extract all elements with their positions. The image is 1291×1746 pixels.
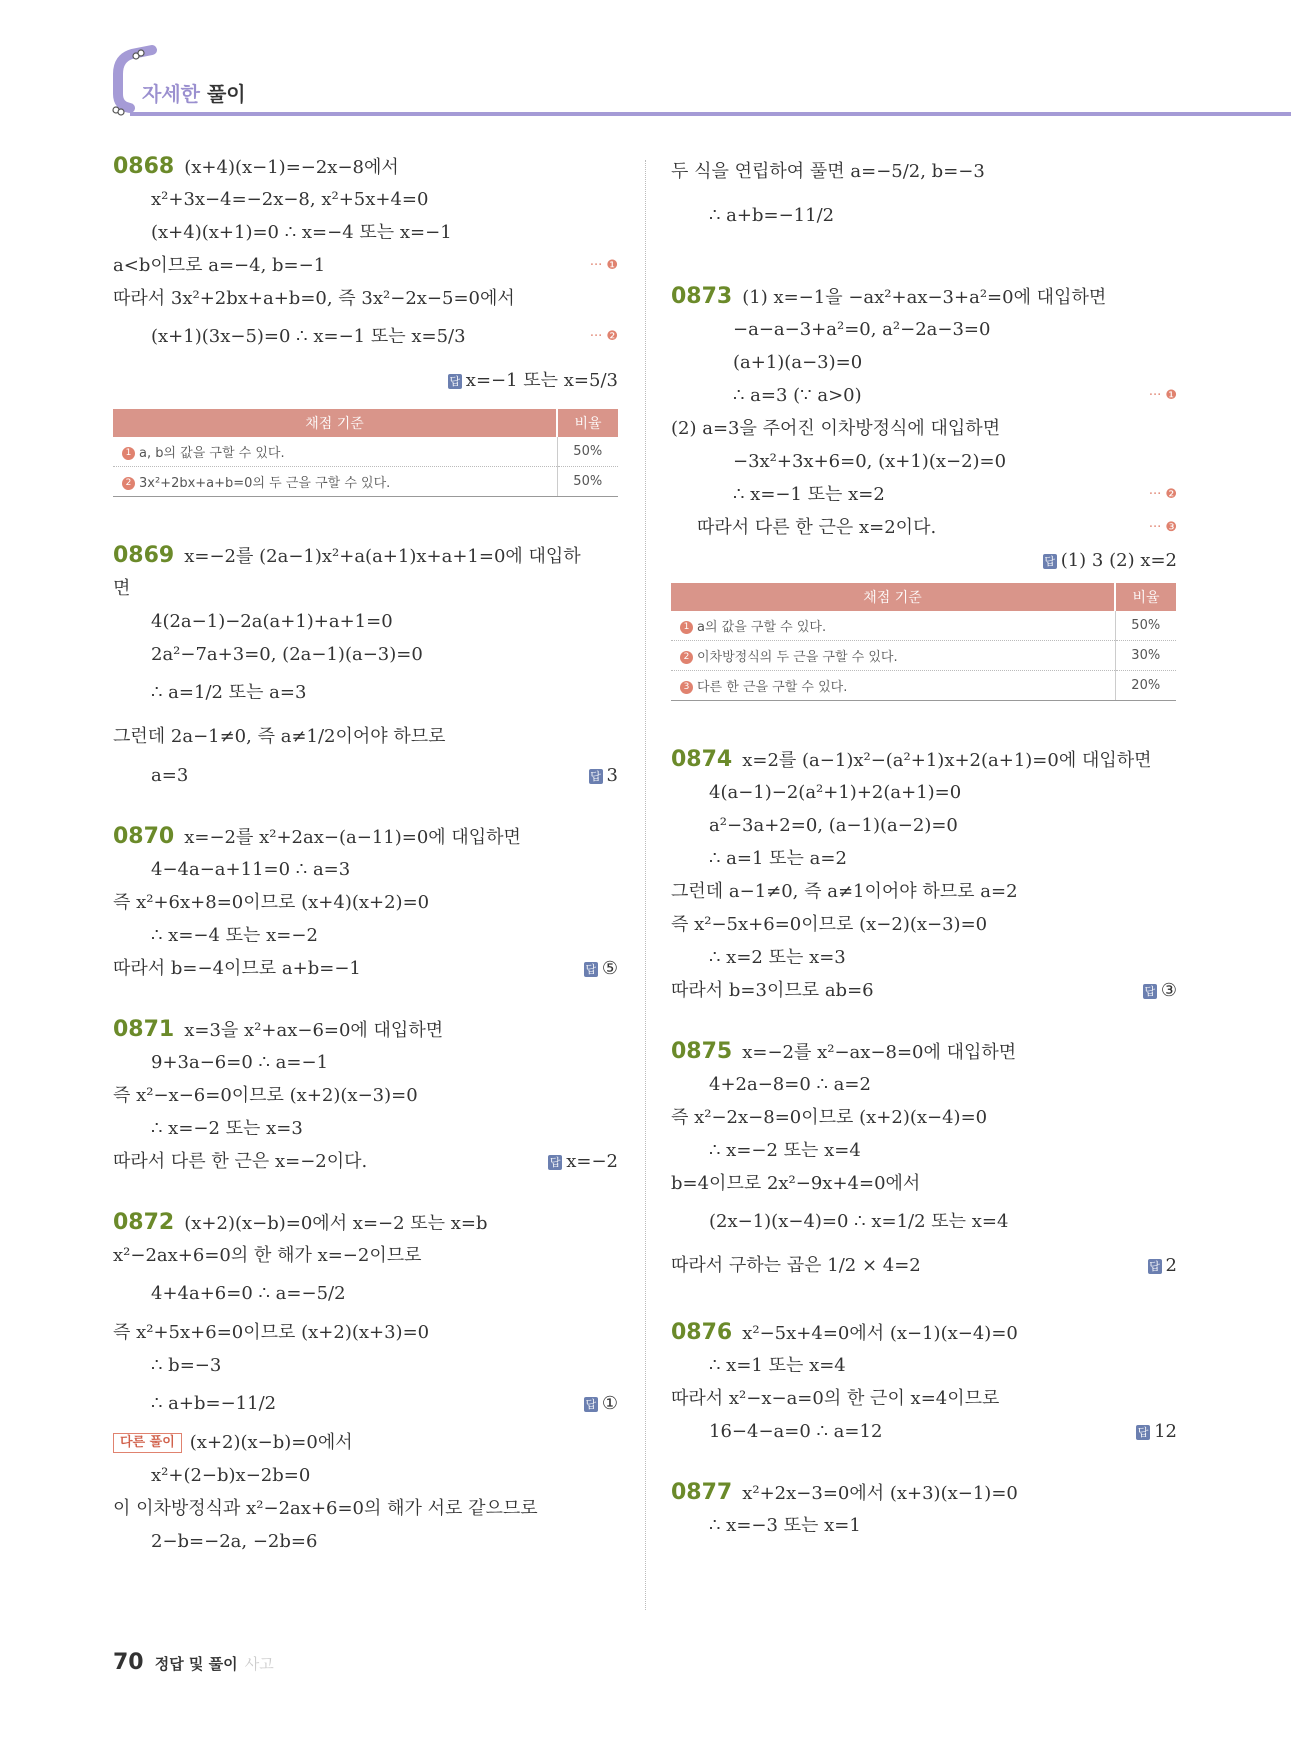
- page-footer: [113, 1650, 274, 1675]
- solution-line: [671, 875, 1177, 908]
- solution-text: (x+1)(3x−5)=0 ∴ x=−1 또는 x=5/3: [151, 326, 466, 347]
- solution-text: a=3: [151, 765, 189, 786]
- problem-number: 0872: [113, 1210, 175, 1235]
- solution-line: [671, 1509, 1177, 1542]
- solution-text: ∴ x=−2 또는 x=3: [151, 1118, 303, 1139]
- answer-icon: 답: [449, 374, 461, 388]
- problem-number: 0877: [671, 1480, 733, 1505]
- solution-text: b=4이므로 2x²−9x+4=0에서: [671, 1173, 921, 1194]
- answer-text: ①: [601, 1393, 618, 1414]
- solution-line: [671, 445, 1177, 478]
- solution-text: 즉 x²−x−6=0이므로 (x+2)(x−3)=0: [113, 1085, 418, 1106]
- solution-text: 4−4a−a+11=0 ∴ a=3: [151, 859, 351, 880]
- answer: [1148, 1244, 1177, 1288]
- answer: [448, 359, 618, 403]
- scoring-criteria: [113, 467, 557, 497]
- solution-line: [113, 1459, 618, 1492]
- solution-line: [671, 1200, 1177, 1244]
- solution-line: [113, 1349, 618, 1382]
- section-title: [142, 78, 246, 107]
- solution-text: x=−2를 (2a−1)x²+a(a+1)x+a+1=0에 대입하: [184, 546, 581, 567]
- solution-text: ∴ b=−3: [151, 1355, 222, 1376]
- answer: [584, 1382, 618, 1426]
- scoring-table: [113, 409, 618, 497]
- scoring-criteria: [671, 611, 1115, 641]
- scoring-row: [113, 437, 618, 467]
- scoring-header-rate: 비율: [1115, 583, 1176, 611]
- step-marker: 2: [122, 477, 135, 490]
- solution-text: ∴ a+b=−11/2: [709, 205, 835, 226]
- scoring-text: a의 값을 구할 수 있다.: [697, 620, 827, 635]
- scoring-text: 3x²+2bx+a+b=0의 두 근을 구할 수 있다.: [139, 476, 391, 491]
- solution-text: 따라서 b=3이므로 ab=6: [671, 980, 874, 1001]
- solution-text: 16−4−a=0 ∴ a=12: [709, 1421, 883, 1442]
- section-title-part2: 풀이: [206, 82, 246, 106]
- scoring-row: [671, 611, 1176, 641]
- problem-number: 0869: [113, 543, 175, 568]
- solution-line: [113, 249, 618, 282]
- solution-text: 4(2a−1)−2a(a+1)+a+1=0: [151, 611, 393, 632]
- solution-text: (a+1)(a−3)=0: [733, 352, 863, 373]
- solution-line: [671, 150, 1177, 194]
- scoring-row: [671, 641, 1176, 671]
- solution-line: [671, 478, 1177, 511]
- solution-text: 4+2a−8=0 ∴ a=2: [709, 1074, 871, 1095]
- answer: [548, 1145, 618, 1178]
- solution-text: x²+3x−4=−2x−8, x²+5x+4=0: [151, 189, 429, 210]
- solution-text: x=3을 x²+ax−6=0에 대입하면: [184, 1020, 444, 1041]
- solution-line: [113, 183, 618, 216]
- solution-text: a²−3a+2=0, (a−1)(a−2)=0: [709, 815, 958, 836]
- answer: [1143, 974, 1177, 1007]
- solution-line: [113, 715, 618, 759]
- problem-number: 0870: [113, 824, 175, 849]
- solution-line: [671, 809, 1177, 842]
- spacer: [113, 497, 618, 539]
- step-marker: ··· ❷: [1148, 487, 1177, 502]
- answer-text: 3: [606, 765, 618, 786]
- solution-text: x²−5x+4=0에서 (x−1)(x−4)=0: [742, 1323, 1018, 1344]
- solution-text: 따라서 3x²+2bx+a+b=0, 즉 3x²−2x−5=0에서: [113, 288, 515, 309]
- solution-line: [113, 1382, 618, 1426]
- spacer: [113, 792, 618, 820]
- solution-line: [113, 150, 618, 183]
- solution-text: 즉 x²−2x−8=0이므로 (x+2)(x−4)=0: [671, 1107, 988, 1128]
- answer: [1043, 544, 1177, 577]
- solution-line: [113, 605, 618, 638]
- solution-line: [113, 952, 618, 985]
- solution-text: (x+2)(x−b)=0에서: [189, 1432, 353, 1453]
- solution-text: ∴ a=1/2 또는 a=3: [151, 682, 307, 703]
- solution-line: [671, 194, 1177, 238]
- solution-line: [113, 1046, 618, 1079]
- step-marker: 1: [122, 447, 135, 460]
- answer: [584, 952, 618, 985]
- solution-line: [113, 1079, 618, 1112]
- solution-text: 따라서 구하는 곱은 1/2 × 4=2: [671, 1255, 921, 1276]
- header-divider: [130, 112, 1291, 116]
- answer-icon: 답: [1149, 1259, 1160, 1273]
- solution-text: ∴ x=2 또는 x=3: [709, 947, 846, 968]
- answer-text: 12: [1154, 1421, 1177, 1442]
- scoring-row: [113, 467, 618, 497]
- solution-line: [113, 1206, 618, 1239]
- answer-icon: 답: [590, 769, 601, 783]
- solution-text: x²+2x−3=0에서 (x+3)(x−1)=0: [742, 1483, 1018, 1504]
- solution-text: ∴ x=−2 또는 x=4: [709, 1140, 861, 1161]
- scoring-text: 이차방정식의 두 근을 구할 수 있다.: [697, 650, 898, 665]
- spacer: [113, 1178, 618, 1206]
- answer: [589, 759, 618, 792]
- solution-text: x²+(2−b)x−2b=0: [151, 1465, 311, 1486]
- problem-number: 0873: [671, 284, 733, 309]
- answer-icon: 답: [585, 1397, 597, 1411]
- answer-text: 2: [1165, 1255, 1177, 1276]
- solution-line: [113, 853, 618, 886]
- alternative-solution-tag: 다른 풀이: [113, 1433, 182, 1453]
- solution-text: (x+2)(x−b)=0에서 x=−2 또는 x=b: [184, 1213, 488, 1234]
- step-marker: 2: [680, 651, 693, 664]
- scoring-rate: 30%: [1115, 641, 1176, 671]
- solution-text: 즉 x²+6x+8=0이므로 (x+4)(x+2)=0: [113, 892, 430, 913]
- scoring-criteria: [671, 671, 1115, 701]
- solution-line: [113, 820, 618, 853]
- solution-line: [113, 759, 618, 792]
- answer-icon: 답: [1137, 1425, 1149, 1439]
- solution-text: ∴ x=−3 또는 x=1: [709, 1515, 861, 1536]
- solution-line: [671, 941, 1177, 974]
- solution-line: [671, 743, 1177, 776]
- solution-line: [113, 216, 618, 249]
- solution-line: [113, 1013, 618, 1046]
- step-marker: ··· ❸: [1148, 520, 1177, 535]
- solution-text: 2a²−7a+3=0, (2a−1)(a−3)=0: [151, 644, 423, 665]
- solution-line: [671, 1134, 1177, 1167]
- solution-text: 따라서 x²−x−a=0의 한 근이 x=4이므로: [671, 1388, 1000, 1409]
- solution-text: 2−b=−2a, −2b=6: [151, 1531, 318, 1552]
- solution-line: [671, 1349, 1177, 1382]
- step-marker: ··· ❶: [1148, 388, 1177, 403]
- scoring-criteria: [671, 641, 1115, 671]
- solution-text: 그런데 2a−1≠0, 즉 a≠1/2이어야 하므로: [113, 726, 446, 747]
- solution-line: [671, 280, 1177, 313]
- problem-number: 0874: [671, 747, 733, 772]
- solution-text: ∴ x=−1 또는 x=2: [733, 484, 885, 505]
- scoring-criteria: [113, 437, 557, 467]
- solution-text: 따라서 다른 한 근은 x=−2이다.: [113, 1151, 368, 1172]
- step-marker: 1: [680, 621, 693, 634]
- spacer: [671, 1288, 1177, 1316]
- solution-line: [113, 282, 618, 315]
- solution-text: x=2를 (a−1)x²−(a²+1)x+2(a+1)=0에 대입하면: [742, 750, 1152, 771]
- solution-line: [671, 1035, 1177, 1068]
- solution-line: [113, 1492, 618, 1525]
- solution-text: (x+4)(x+1)=0 ∴ x=−4 또는 x=−1: [151, 222, 452, 243]
- answer-text: x=−2: [566, 1151, 618, 1172]
- solution-text: ∴ x=1 또는 x=4: [709, 1355, 846, 1376]
- problem-number: 0868: [113, 154, 175, 179]
- answer-text: (1) 3 (2) x=2: [1060, 550, 1177, 571]
- solution-line: [671, 1476, 1177, 1509]
- answer-text: ⑤: [601, 958, 618, 979]
- solution-text: (2) a=3을 주어진 이차방정식에 대입하면: [671, 418, 1001, 439]
- solution-line: [671, 1415, 1177, 1448]
- solution-line: [671, 1101, 1177, 1134]
- solution-line: [113, 572, 618, 605]
- solution-line: [113, 919, 618, 952]
- solution-line: [113, 359, 618, 403]
- footer-watermark: 사고: [244, 1655, 274, 1673]
- solution-text: a<b이므로 a=−4, b=−1: [113, 255, 326, 276]
- solution-line: [671, 1382, 1177, 1415]
- scoring-rate: 20%: [1115, 671, 1176, 701]
- solution-text: (x+4)(x−1)=−2x−8에서: [184, 157, 399, 178]
- step-marker: 3: [680, 681, 693, 694]
- solution-text: 즉 x²−5x+6=0이므로 (x−2)(x−3)=0: [671, 914, 988, 935]
- solution-line: [671, 908, 1177, 941]
- solution-line: [671, 379, 1177, 412]
- problem-number: 0876: [671, 1320, 733, 1345]
- scoring-table: [671, 583, 1176, 701]
- spacer: [671, 1448, 1177, 1476]
- solution-text: −3x²+3x+6=0, (x+1)(x−2)=0: [733, 451, 1007, 472]
- solution-line: [671, 842, 1177, 875]
- solution-text: 그런데 a−1≠0, 즉 a≠1이어야 하므로 a=2: [671, 881, 1018, 902]
- scoring-rate: 50%: [557, 437, 618, 467]
- answer-icon: 답: [549, 1155, 561, 1169]
- solution-line: [671, 346, 1177, 379]
- solution-text: 따라서 다른 한 근은 x=2이다.: [697, 517, 937, 538]
- solution-text: x=−2를 x²+2ax−(a−11)=0에 대입하면: [184, 827, 521, 848]
- problem-number: 0871: [113, 1017, 175, 1042]
- solution-line: [671, 1068, 1177, 1101]
- solution-line: [113, 886, 618, 919]
- solution-line: [113, 1112, 618, 1145]
- solution-text: 면: [113, 578, 131, 599]
- answer-icon: 답: [585, 962, 597, 976]
- answer-icon: 답: [1144, 984, 1156, 998]
- solution-line: [671, 412, 1177, 445]
- solution-text: (1) x=−1을 −ax²+ax−3+a²=0에 대입하면: [742, 287, 1107, 308]
- page-header: [0, 0, 1291, 140]
- solution-line: [671, 974, 1177, 1007]
- solution-text: 4+4a+6=0 ∴ a=−5/2: [151, 1283, 346, 1304]
- answer-text: x=−1 또는 x=5/3: [465, 370, 618, 391]
- solution-line: [671, 776, 1177, 809]
- scoring-rate: 50%: [557, 467, 618, 497]
- scoring-rate: 50%: [1115, 611, 1176, 641]
- solution-text: ∴ x=−4 또는 x=−2: [151, 925, 318, 946]
- solution-line: [113, 671, 618, 715]
- scoring-header-rate: 비율: [557, 409, 618, 437]
- solution-text: ∴ a+b=−11/2: [151, 1393, 277, 1414]
- solution-text: 9+3a−6=0 ∴ a=−1: [151, 1052, 329, 1073]
- solution-line: [671, 1244, 1177, 1288]
- spacer: [671, 701, 1177, 743]
- column-divider: [645, 160, 646, 1610]
- left-column: [113, 150, 618, 1558]
- solution-line: [671, 1167, 1177, 1200]
- solution-line: [113, 1525, 618, 1558]
- solution-line: [113, 539, 618, 572]
- solution-line: [671, 511, 1177, 544]
- solution-line: [671, 313, 1177, 346]
- solution-text: 4(a−1)−2(a²+1)+2(a+1)=0: [709, 782, 962, 803]
- solution-text: 이 이차방정식과 x²−2ax+6=0의 해가 서로 같으므로: [113, 1498, 538, 1519]
- answer: [1136, 1415, 1177, 1448]
- spacer: [671, 1007, 1177, 1035]
- right-column: [671, 150, 1177, 1542]
- solution-text: x=−2를 x²−ax−8=0에 대입하면: [742, 1042, 1017, 1063]
- page-number: 70: [113, 1650, 144, 1675]
- solution-text: 두 식을 연립하여 풀면 a=−5/2, b=−3: [671, 161, 985, 182]
- step-marker: ··· ❶: [589, 258, 618, 273]
- solution-line: [113, 1145, 618, 1178]
- solution-line: [113, 1272, 618, 1316]
- solution-text: (2x−1)(x−4)=0 ∴ x=1/2 또는 x=4: [709, 1211, 1009, 1232]
- scoring-header-criteria: 채점 기준: [113, 409, 557, 437]
- solution-text: −a−a−3+a²=0, a²−2a−3=0: [733, 319, 991, 340]
- section-title-part1: 자세한: [142, 82, 200, 106]
- problem-number: 0875: [671, 1039, 733, 1064]
- solution-line: [113, 638, 618, 671]
- solution-line: [671, 1316, 1177, 1349]
- solution-text: 따라서 b=−4이므로 a+b=−1: [113, 958, 361, 979]
- scoring-text: 다른 한 근을 구할 수 있다.: [697, 680, 848, 695]
- scoring-header-criteria: 채점 기준: [671, 583, 1115, 611]
- step-marker: ··· ❷: [589, 329, 618, 344]
- answer-icon: 답: [1044, 554, 1056, 568]
- footer-label: 정답 및 풀이: [154, 1655, 238, 1673]
- solution-text: ∴ a=1 또는 a=2: [709, 848, 847, 869]
- spacer: [113, 985, 618, 1013]
- answer-text: ③: [1160, 980, 1177, 1001]
- spacer: [671, 238, 1177, 280]
- solution-text: ∴ a=3 (∵ a>0): [733, 385, 862, 406]
- solution-text: 즉 x²+5x+6=0이므로 (x+2)(x+3)=0: [113, 1322, 430, 1343]
- solution-line: [113, 315, 618, 359]
- solution-line: [113, 1426, 618, 1459]
- solution-line: [113, 1316, 618, 1349]
- solution-text: x²−2ax+6=0의 한 해가 x=−2이므로: [113, 1245, 422, 1266]
- scoring-row: [671, 671, 1176, 701]
- solution-line: [671, 544, 1177, 577]
- solution-line: [113, 1239, 618, 1272]
- scoring-text: a, b의 값을 구할 수 있다.: [139, 446, 285, 461]
